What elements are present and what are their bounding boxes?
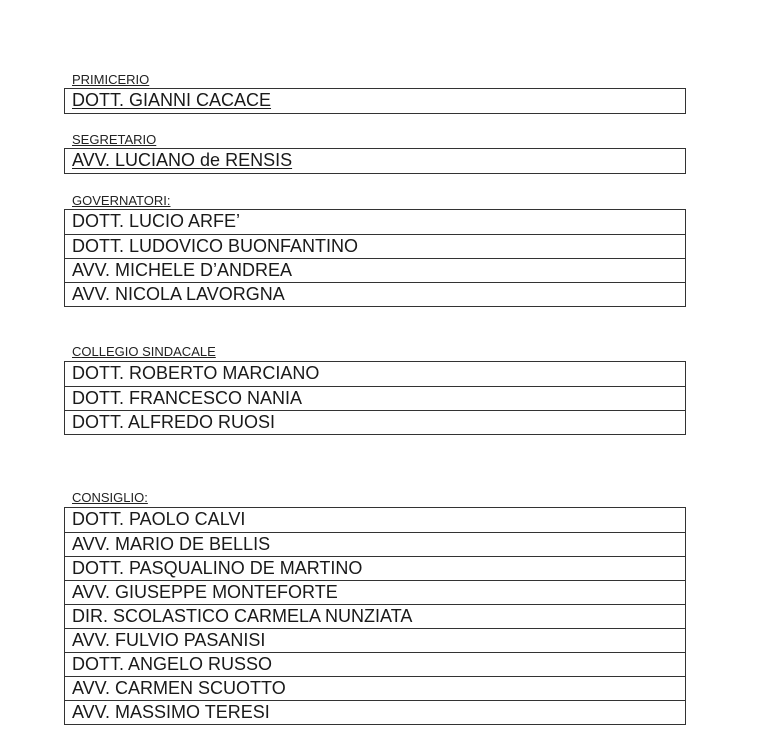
member-row: DOTT. ALFREDO RUOSI (65, 410, 685, 434)
member-row: DOTT. PASQUALINO DE MARTINO (65, 556, 685, 580)
section-label-segretario: SEGRETARIO (72, 132, 157, 147)
member-row: AVV. MASSIMO TERESI (65, 700, 685, 724)
member-list-consiglio (64, 507, 686, 725)
member-row: DOTT. GIANNI CACACE (72, 90, 272, 110)
member-list-collegio-sindacale (64, 361, 686, 435)
member-row: AVV. MARIO DE BELLIS (65, 532, 685, 556)
member-row: AVV. GIUSEPPE MONTEFORTE (65, 580, 685, 604)
member-list-primicerio (64, 88, 686, 114)
member-row: AVV. LUCIANO de RENSIS (72, 150, 293, 170)
section-label-collegio-sindacale: COLLEGIO SINDACALE (72, 344, 216, 359)
member-row: DOTT. ROBERTO MARCIANO (72, 363, 320, 383)
member-list-governatori (64, 209, 686, 307)
member-row: AVV. MICHELE D’ANDREA (65, 258, 685, 282)
member-list-segretario (64, 148, 686, 174)
section-label-primicerio: PRIMICERIO (72, 72, 150, 87)
member-row: DOTT. PAOLO CALVI (72, 509, 246, 529)
member-row: AVV. FULVIO PASANISI (65, 628, 685, 652)
member-row: DOTT. LUDOVICO BUONFANTINO (65, 234, 685, 258)
section-label-consiglio: CONSIGLIO: (72, 490, 148, 505)
member-row: DOTT. LUCIO ARFE’ (72, 211, 241, 231)
member-row: AVV. NICOLA LAVORGNA (65, 282, 685, 306)
member-row: DIR. SCOLASTICO CARMELA NUNZIATA (65, 604, 685, 628)
member-row: DOTT. FRANCESCO NANIA (65, 386, 685, 410)
section-label-governatori: GOVERNATORI: (72, 193, 171, 208)
member-row: DOTT. ANGELO RUSSO (65, 652, 685, 676)
member-row: AVV. CARMEN SCUOTTO (65, 676, 685, 700)
